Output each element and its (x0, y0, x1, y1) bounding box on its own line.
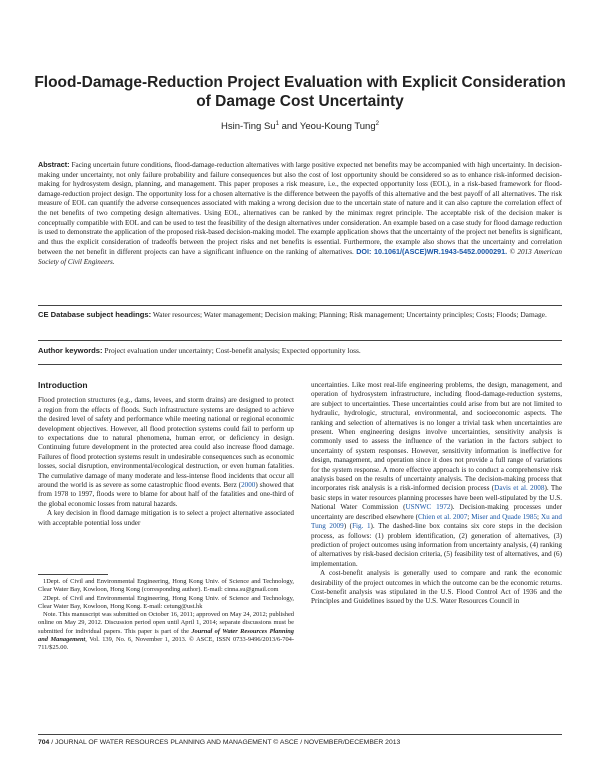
doi-link[interactable]: DOI: 10.1061/(ASCE)WR.1943-5452.0000291. (356, 247, 508, 257)
author-keywords (38, 346, 562, 356)
right-column (311, 381, 562, 607)
authors (0, 121, 600, 132)
paper-title: Flood-Damage-Reduction Project Evaluation with Explicit Consideration of Damage Cost Uncertainty (34, 74, 566, 110)
submission-note (38, 611, 294, 652)
section-divider (38, 364, 562, 365)
citation-link[interactable]: 2000 (241, 481, 256, 490)
author-1-affil: 1 (275, 121, 279, 127)
footnote-1: 1Dept. of Civil and Environmental Engineering, Hong Kong Univ. of Science and Technology, Clear Water Bay, Kowloon, Hong Kong (corresponding author). E-mail: cinna.su@gmail.com (38, 578, 294, 594)
ce-text: Water resources; Water management; Decision making; Planning; Risk management; Uncertainty principles; Costs; Floods; Damage. (151, 310, 547, 319)
left-column (38, 381, 294, 528)
author-1: Hsin-Ting Su (221, 121, 276, 133)
intro-text: ) showed that from 1978 to 1997, floods were to blame for about half of the fatalities and one-third of the global economic losses from natural hazards. (38, 481, 294, 508)
citation-link[interactable]: Chien et al. 2007 (417, 512, 468, 521)
right-paragraph-1 (311, 381, 562, 569)
abstract (38, 160, 562, 268)
footnote-2: 2Dept. of Civil and Environmental Engineering, Hong Kong Univ. of Science and Technology, Clear Water Bay, Kowloon, Hong Kong. E-mail: cetung@ust.hk (38, 594, 294, 610)
section-divider (38, 305, 562, 306)
right-paragraph-2: A cost-benefit analysis is generally used to compare and rank the economic desirability of the project outcomes in which the outcome can be the economic returns. Cost-benefit analysis was stipulated in the U.S. Flood Control Act of 1936 and the Principles and Guidelines issued by the U.S. Water Resources Council in (311, 569, 562, 606)
body-text: ). The basic steps in water resources planning processes have been well-stipulated by the U.S. National Water Commission ( (311, 484, 563, 512)
footnote-divider (38, 574, 108, 575)
abstract-label: Abstract: (38, 160, 70, 169)
body-text: ). The dashed-line box contains six core steps in the decision process, as follows: (1) problem identification, (2) generation of alternatives, (3) prediction of project outcomes using information from uncertainty analysis, (4) ranking of alternatives by risk-based decision criteria, (5) feasibility test of alternatives, and (6) implementation. (311, 522, 563, 568)
abstract-text: Facing uncertain future conditions, flood-damage-reduction alternatives with large positive expected net benefits may be accompanied with high uncertainty. In decision-making under uncertainty, not only failure probability and failure consequences but also the cost of lost opportunity should be considered so as to enhance risk-informed decision-making for hydrosystem design, planning, and management. This paper proposes a risk measure, i.e., the expected opportunity loss (EOL), in a risk-based framework for flood-damage-reduction project design. The opportunity loss for a chosen alternative is the difference between the payoffs of this alternative and the best payoff of all alternatives. The risk measure of EOL can quantify the adverse consequences associated with making a wrong decision due to the uncertain state of nature and it can also capture the correlation effect of the net benefits of two competing design alternatives. Using EOL, alternatives can be ranked by the minimax regret principle. The acceptable risk of the decision maker is conceptually compatible with EOL and can be used to test the feasibility of the design alternatives under consideration. An example based on a case study for flood damage reduction is used to demonstrate the application of the proposed risk-based decision-making model. The example application shows that the uncertainty of the project net benefits is significant, and thus the explicit consideration of tradeoffs between the project risks and net benefits is essential. Furthermore, the example also shows that the uncertainty and correlation between the net benefit in different projects can have a significant influence on the ranking of alternatives. (38, 161, 562, 257)
ce-label: CE Database subject headings: (38, 310, 152, 319)
figure-link[interactable]: Fig. 1 (352, 522, 371, 531)
citation-link[interactable]: USNWC 1972 (405, 503, 451, 512)
intro-text: Flood protection structures (e.g., dams, levees, and storm drains) are designed to protect a region from the effects of floods. Such infrastructure systems are designed to achieve the desired level of safety and performance while meeting national or regional economic development objectives. However, all flood protection systems could fail to perform up to expectations due to natural phenomena, human error, or deficiency in design. Continuing future development in the protected area could also increase flood damage. Failures of flood protection systems result in undesirable consequences such as economic losses, social disruption, environmental/ecological destruction, or even human fatalities. The cumulative damage of many moderate and less-intense flood incidents that occur all around the world is as severe as some catastrophic flood events. Berz ( (38, 396, 294, 490)
keywords-text: Project evaluation under uncertainty; Cost-benefit analysis; Expected opportunity loss. (102, 346, 361, 355)
body-text: ). Decision-making processes under uncertainty are described elsewhere ( (311, 503, 562, 521)
footnotes (38, 578, 294, 653)
citation-link[interactable]: Miser and Quade 1985 (471, 512, 538, 521)
author-2-affil: 2 (375, 121, 379, 127)
body-text: ; (467, 512, 472, 521)
body-text: uncertainties. Like most real-life engineering problems, the design, management, and operation of hydrosystem infrastructure, including flood-damage-reduction systems, are subject to uncertainties. These uncertainties could arise from but are not limited to hydraulic, hydrologic, structural, environmental, and socioeconomic aspects. The ranking and selection of alternatives is no longer a trivial task when uncertainties are present. When engineering designs involve uncertainties, sensitivity analysis is commonly used to assess the influence of the variation in the factors subject to uncertainty of system responses. However, sensitivity information is ineffective for design, management, and operation since it does not provide a full range of variations for the system response. A more effective approach is to conduct a comprehensive risk analysis based on the results of uncertainty analysis. The decision-making process that incorporates risk analysis is a risk-informed decision process ( (311, 381, 562, 493)
author-2: Yeou-Koung Tung (299, 121, 376, 133)
page-number: 704 (38, 739, 50, 746)
copyright: © 2013 American Society of Civil Engineers. (38, 248, 563, 266)
ce-headings (38, 310, 562, 320)
section-divider (38, 340, 562, 341)
citation-link[interactable]: Davis et al. 2008 (494, 484, 545, 493)
note-text: , Vol. 139, No. 6, November 1, 2013. © ASCE, ISSN 0733-9496/2013/6-704-711/$25.00. (38, 636, 295, 652)
intro-paragraph-2: A key decision in flood damage mitigation is to select a project alternative associated with acceptable potential loss under (38, 509, 294, 527)
author-conj: and (278, 121, 300, 133)
footer-divider (38, 734, 562, 735)
journal-name: Journal of Water Resources Planning and Management (38, 627, 294, 644)
citation-link[interactable]: Xu and Tung 2009 (311, 512, 562, 531)
note-text: Note. This manuscript was submitted on October 16, 2011; approved on May 24, 2012; published online on May 29, 2012. Discussion period open until April 1, 2014; separate discussions must be submitted for individual papers. This paper is part of the (38, 611, 294, 635)
body-text: ; (537, 512, 541, 521)
keywords-label: Author keywords: (38, 346, 103, 355)
intro-paragraph-1 (38, 396, 294, 509)
page-footer (38, 739, 562, 746)
body-text: ) ( (343, 522, 353, 531)
intro-heading: Introduction (38, 380, 88, 390)
running-footer: / JOURNAL OF WATER RESOURCES PLANNING AND MANAGEMENT © ASCE / NOVEMBER/DECEMBER 2013 (49, 739, 401, 746)
